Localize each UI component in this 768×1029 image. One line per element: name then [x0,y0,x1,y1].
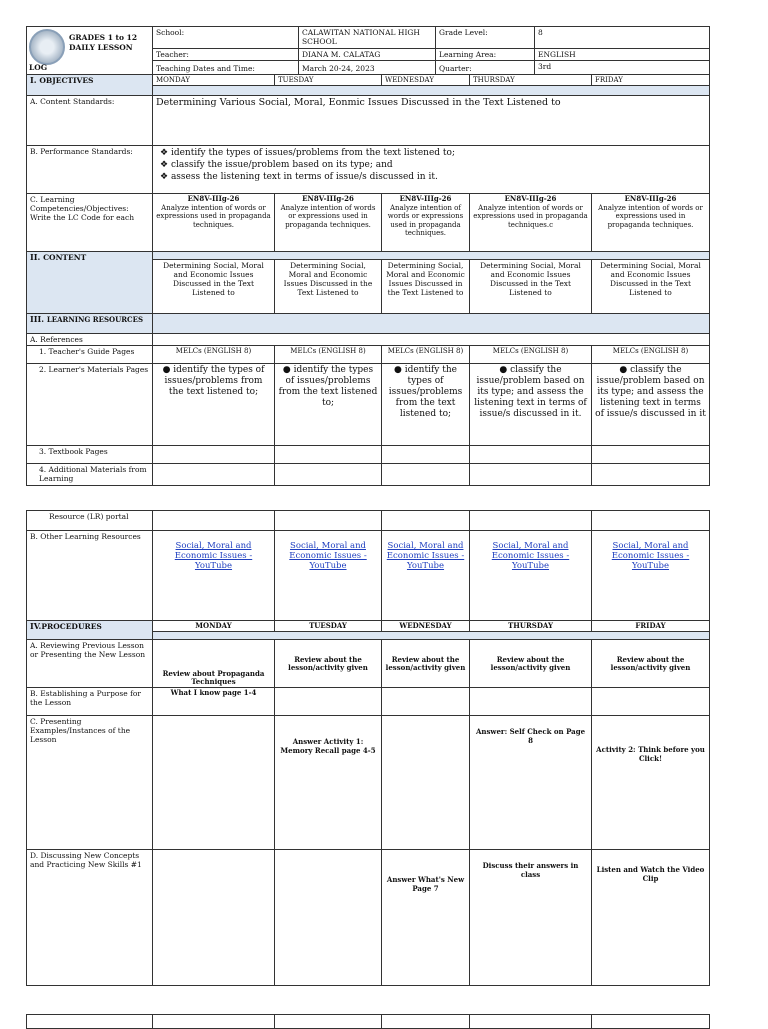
proc-day-friday: FRIDAY [592,621,710,632]
lm-monday: ● identify the types of issues/problems from the text listened to; [153,364,275,446]
proc-a-tuesday: Review about the lesson/activity given [275,640,382,688]
content-monday: Determining Social, Moral and Economic Issues Discussed in the Text Listened to [153,260,275,314]
proc-d-label: D. Discussing New Concepts and Practicing New Skills #1 [27,850,153,986]
proc-c-friday: Activity 2: Think before you Click! [592,716,710,850]
proc-d-friday: Listen and Watch the Video Clip [592,850,710,986]
proc-b-friday [592,688,710,716]
references-label: A. References [27,334,153,346]
youtube-link-tuesday[interactable]: Social, Moral and Economic Issues - YouTube [275,531,382,621]
proc-c-tuesday: Answer Activity 1: Memory Recall page 4-5 [275,716,382,850]
proc-b-wednesday [382,688,470,716]
youtube-link-thursday[interactable]: Social, Moral and Economic Issues - YouTube [470,531,592,621]
content-standards-value: Determining Various Social, Moral, Eonmic Issues Discussed in the Text Listened to [153,96,710,146]
proc-a-friday: Review about the lesson/activity given [592,640,710,688]
proc-d-tuesday [275,850,382,986]
dates-value: March 20-24, 2023 [299,61,436,75]
lr-portal-label: Resource (LR) portal [27,511,153,531]
lm-tuesday: ● identify the types of issues/problems from the text listened to; [275,364,382,446]
proc-c-monday [153,716,275,850]
competency-thursday: EN8V-IIIg-26 Analyze intention of words or expressions used in propaganda techniques.c [470,194,592,252]
objectives-num: I. [30,75,37,85]
objectives-heading [27,75,153,96]
school-label: School: [153,27,299,49]
resources-band [153,314,710,334]
content-standards-label: A. Content Standards: [27,96,153,146]
quarter-value: 3rd [535,61,710,75]
proc-d-wednesday: Answer What's New Page 7 [382,850,470,986]
proc-b-tuesday [275,688,382,716]
header-title-1: GRADES 1 to 12 [69,33,138,42]
dates-label: Teaching Dates and Time: [153,61,299,75]
header-title-2: DAILY LESSON [69,42,133,52]
proc-c-wednesday [382,716,470,850]
tg-wednesday: MELCs (ENGLISH 8) [382,346,470,364]
performance-item: ❖ classify the issue/problem based on its type; and [160,160,393,171]
performance-standards-label: B. Performance Standards: [27,146,153,194]
youtube-link-wednesday[interactable]: Social, Moral and Economic Issues - YouTube [382,531,470,621]
proc-c-thursday: Answer: Self Check on Page 8 [470,716,592,850]
youtube-link-monday[interactable]: Social, Moral and Economic Issues - YouTube [153,531,275,621]
area-value: ENGLISH [535,48,710,60]
lm-thursday: ● classify the issue/problem based on its type; and assess the listening text in terms of issue/s discussed in it. [470,364,592,446]
tg-monday: MELCs (ENGLISH 8) [153,346,275,364]
competency-wednesday: EN8V-IIIg-26 Analyze intention of words or expressions used in propaganda techniques. [382,194,470,252]
proc-day-tuesday: TUESDAY [275,621,382,632]
proc-day-wednesday: WEDNESDAY [382,621,470,632]
day-friday: FRIDAY [592,75,710,86]
tg-tuesday: MELCs (ENGLISH 8) [275,346,382,364]
procedures-heading: IV.PROCEDURES [27,621,153,640]
proc-d-thursday: Discuss their answers in class [470,850,592,986]
deped-logo-icon [29,29,65,65]
day-monday: MONDAY [153,75,275,86]
references-band [153,334,710,346]
tg-pages-label: 1. Teacher's Guide Pages [27,346,153,364]
teacher-label: Teacher: [153,48,299,60]
page-2 [26,510,709,986]
performance-standards-value [153,146,710,194]
lm-pages-label: 2. Learner's Materials Pages [27,364,153,446]
lm-wednesday: ● identify the types of issues/problems from the text listened to; [382,364,470,446]
proc-a-wednesday: Review about the lesson/activity given [382,640,470,688]
day-thursday: THURSDAY [470,75,592,86]
proc-c-label: C. Presenting Examples/Instances of the Lesson [27,716,153,850]
content-heading: II. CONTENT [27,252,153,314]
lesson-table [26,74,710,486]
proc-day-thursday: THURSDAY [470,621,592,632]
day-tuesday: TUESDAY [275,75,382,86]
proc-a-label: A. Reviewing Previous Lesson or Presenting the New Lesson [27,640,153,688]
additional-materials-label: 4. Additional Materials from Learning [27,464,153,486]
content-friday: Determining Social, Moral and Economic Issues Discussed in the Text Listened to [592,260,710,314]
competencies-label: C. Learning Competencies/Objectives: Write the LC Code for each [27,194,153,252]
content-band [153,252,710,260]
proc-b-label: B. Establishing a Purpose for the Lesson [27,688,153,716]
quarter-label: Quarter: [436,61,535,75]
grade-value: 8 [535,27,710,49]
lm-friday: ● classify the issue/problem based on its type; and assess the listening text in terms of issue/s discussed in it [592,364,710,446]
header-title-3: LOG [29,63,48,72]
other-resources-label: B. Other Learning Resources [27,531,153,621]
grade-label: Grade Level: [436,27,535,49]
performance-item: ❖ identify the types of issues/problems from the text listened to; [160,148,455,159]
teacher-value: DIANA M. CALATAG [299,48,436,60]
proc-b-monday: What I know page 1-4 [153,688,275,716]
proc-d-monday [153,850,275,986]
tg-thursday: MELCs (ENGLISH 8) [470,346,592,364]
content-tuesday: Determining Social, Moral and Economic Issues Discussed in the Text Listened to [275,260,382,314]
youtube-link-friday[interactable]: Social, Moral and Economic Issues - YouTube [592,531,710,621]
content-wednesday: Determining Social, Moral and Economic Issues Discussed in the Text Listened to [382,260,470,314]
procedures-band [153,632,710,640]
competency-tuesday: EN8V-IIIg-26 Analyze intention of words or expressions used in propaganda techniques. [275,194,382,252]
proc-day-monday: MONDAY [153,621,275,632]
competency-monday: EN8V-IIIg-26 Analyze intention of words or expressions used in propaganda techniques. [153,194,275,252]
header-table [26,26,710,75]
proc-b-thursday [470,688,592,716]
resources-heading: III. LEARNING RESOURCES [27,314,153,334]
area-label: Learning Area: [436,48,535,60]
content-thursday: Determining Social, Moral and Economic Issues Discussed in the Text Listened to [470,260,592,314]
lesson-table-continued [26,510,710,986]
competency-friday: EN8V-IIIg-26 Analyze intention of words or expressions used in propaganda techniques. [592,194,710,252]
objectives-label: OBJECTIVES [39,76,94,85]
logo-cell [27,27,153,75]
tg-friday: MELCs (ENGLISH 8) [592,346,710,364]
school-value: CALAWITAN NATIONAL HIGH SCHOOL [299,27,436,49]
page-1 [26,26,709,486]
proc-a-monday: Review about Propaganda Techniques [153,640,275,688]
proc-a-thursday: Review about the lesson/activity given [470,640,592,688]
textbook-pages-label: 3. Textbook Pages [27,446,153,464]
objectives-band [153,86,710,96]
page-3 [26,1014,709,1029]
day-wednesday: WEDNESDAY [382,75,470,86]
performance-item: ❖ assess the listening text in terms of issue/s discussed in it. [160,171,438,182]
